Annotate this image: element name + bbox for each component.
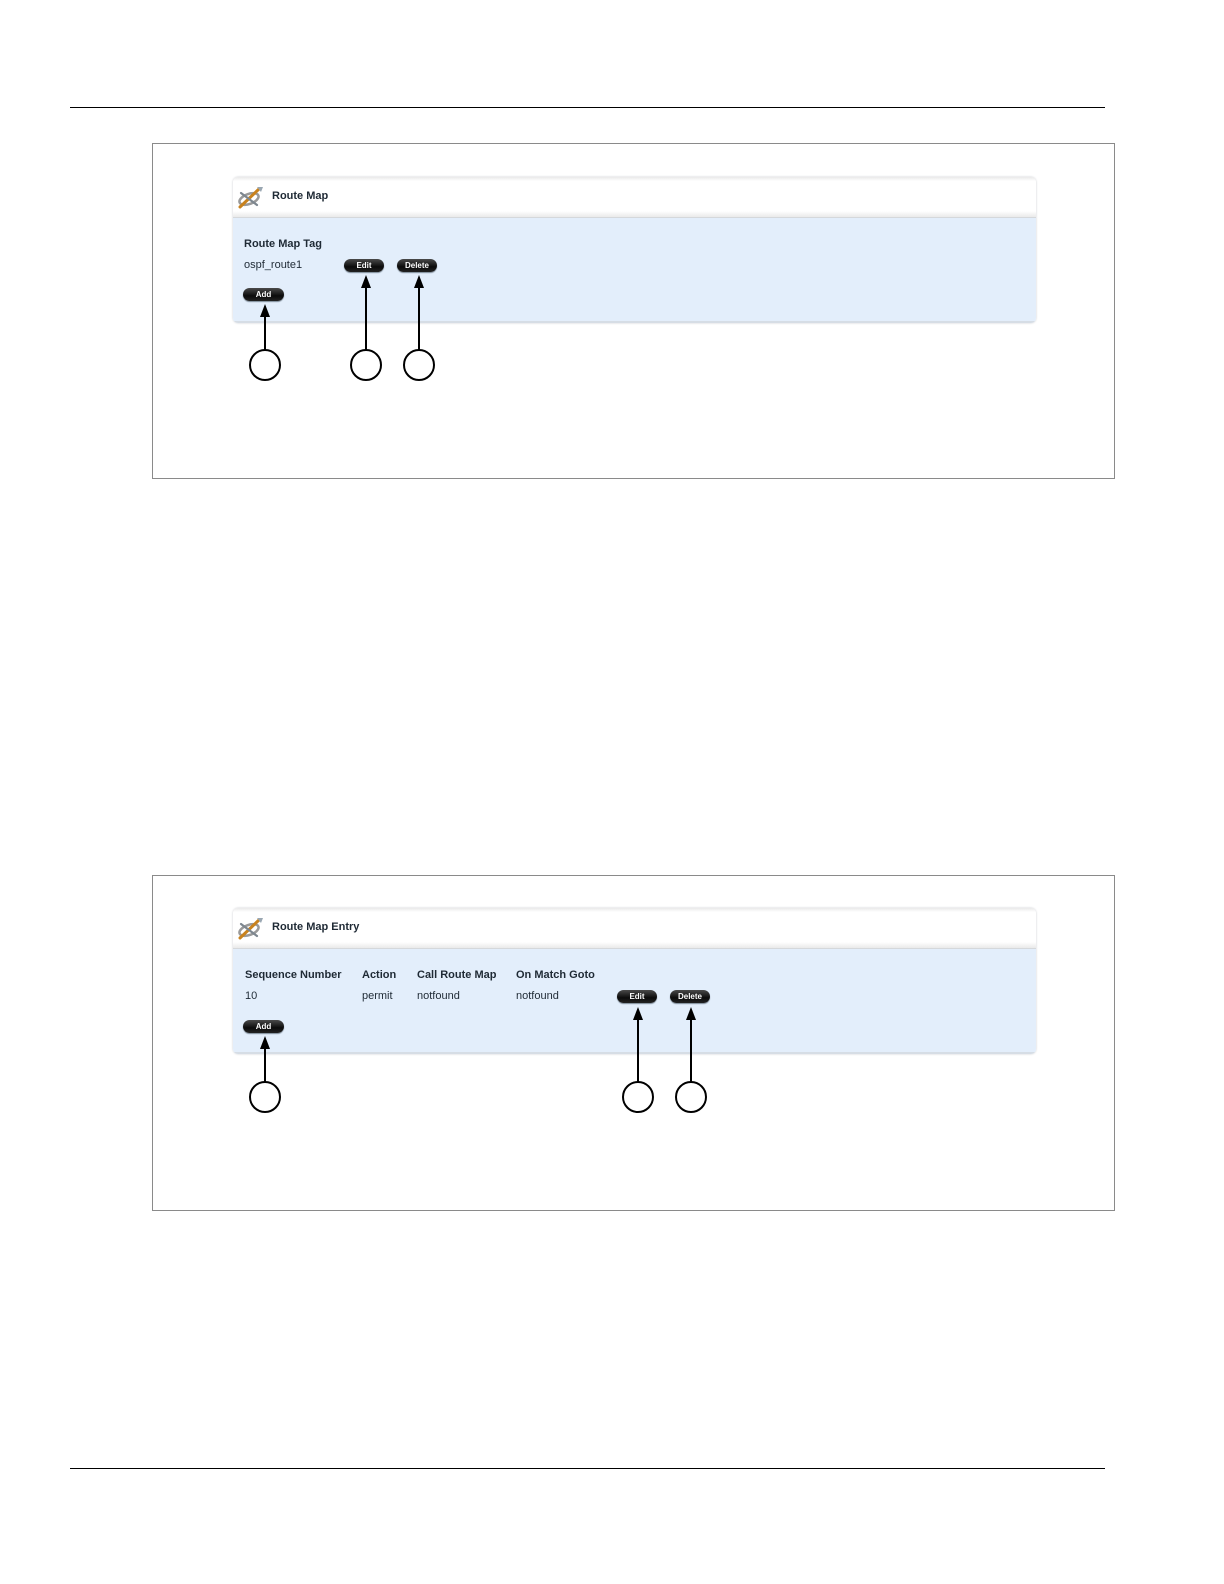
- delete-button[interactable]: Delete: [397, 259, 437, 272]
- route-map-tag-value: ospf_route1: [244, 259, 303, 271]
- footer-rule: [70, 1468, 1105, 1469]
- column-header-sequence-number: Sequence Number: [245, 969, 342, 981]
- panel-body: [233, 949, 1036, 1054]
- panel-header: [233, 177, 1036, 218]
- figure-route-map-entry: [152, 875, 1115, 1211]
- callout-line-edit: [637, 1017, 639, 1082]
- panel-body: [233, 218, 1036, 323]
- delete-button[interactable]: Delete: [670, 990, 710, 1003]
- column-header-action: Action: [362, 969, 397, 981]
- action-value: permit: [362, 990, 393, 1002]
- add-button[interactable]: Add: [243, 288, 284, 301]
- panel-header: [233, 908, 1036, 949]
- figure-route-map: [152, 143, 1115, 479]
- call-route-map-value: notfound: [417, 990, 460, 1002]
- callout-circle-delete: [675, 1081, 707, 1113]
- sequence-number-value: 10: [245, 990, 258, 1002]
- callout-circle-edit: [350, 349, 382, 381]
- header-rule: [70, 107, 1105, 108]
- panel-title: Route Map Entry: [272, 921, 360, 933]
- route-map-panel: [233, 177, 1036, 323]
- callout-circle-edit: [622, 1081, 654, 1113]
- callout-line-edit: [365, 285, 367, 350]
- callout-circle-add: [249, 349, 281, 381]
- panel-title: Route Map: [272, 190, 329, 202]
- callout-line-delete: [418, 285, 420, 350]
- route-map-wrench-icon: [237, 914, 265, 942]
- edit-button[interactable]: Edit: [617, 990, 657, 1003]
- route-map-entry-panel: [233, 908, 1036, 1054]
- callout-circle-add: [249, 1081, 281, 1113]
- callout-line-add: [264, 314, 266, 350]
- callout-line-delete: [690, 1017, 692, 1082]
- route-map-wrench-icon: [237, 183, 265, 211]
- callout-circle-delete: [403, 349, 435, 381]
- column-header-call-route-map: Call Route Map: [417, 969, 497, 981]
- add-button[interactable]: Add: [243, 1020, 284, 1033]
- callout-line-add: [264, 1046, 266, 1082]
- column-header-on-match-goto: On Match Goto: [516, 969, 595, 981]
- edit-button[interactable]: Edit: [344, 259, 384, 272]
- column-header-route-map-tag: Route Map Tag: [244, 238, 323, 250]
- on-match-goto-value: notfound: [516, 990, 559, 1002]
